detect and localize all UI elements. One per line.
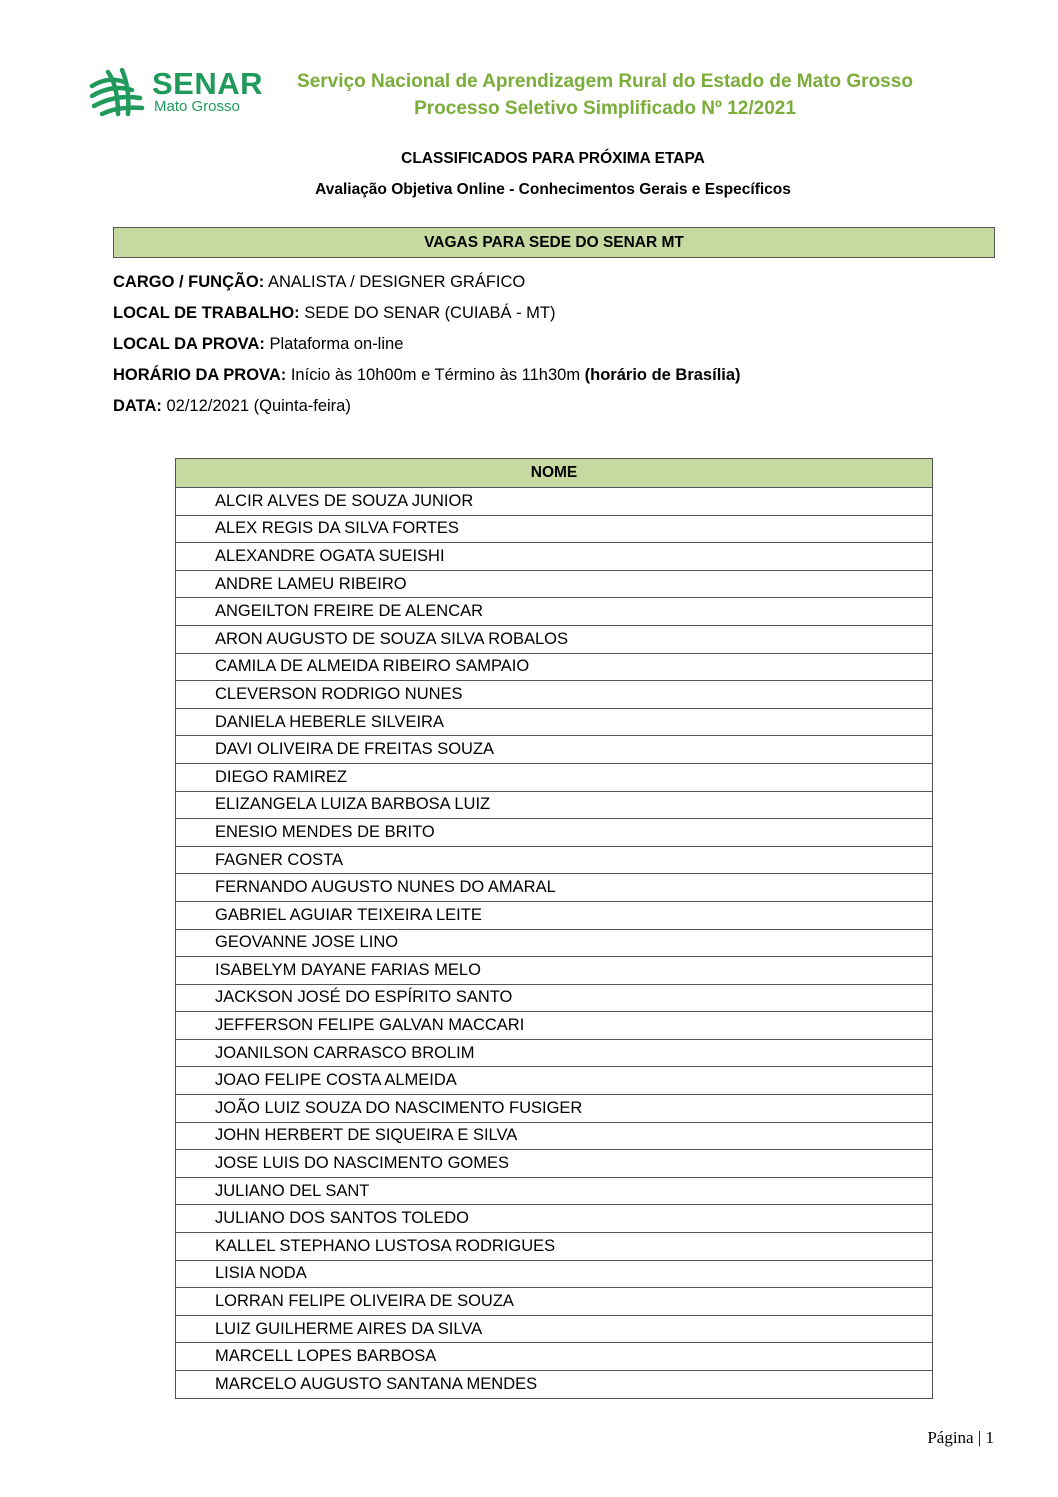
senar-logo [88, 62, 263, 122]
table-row [176, 957, 933, 985]
name-cell: ALEX REGIS DA SILVA FORTES [176, 515, 933, 543]
name-cell: ANDRE LAMEU RIBEIRO [176, 570, 933, 598]
table-row [176, 708, 933, 736]
section-subtitle: Avaliação Objetiva Online - Conhecimentos Gerais e Específicos [315, 181, 791, 198]
table-header-row [176, 459, 933, 488]
table-row [176, 1371, 933, 1399]
name-cell: MARCELO AUGUSTO SANTANA MENDES [176, 1371, 933, 1399]
table-row [176, 570, 933, 598]
name-cell: JULIANO DOS SANTOS TOLEDO [176, 1205, 933, 1233]
vagas-banner: VAGAS PARA SEDE DO SENAR MT [113, 227, 995, 258]
name-cell: KALLEL STEPHANO LUSTOSA RODRIGUES [176, 1233, 933, 1261]
info-local-trabalho-value: SEDE DO SENAR (CUIABÁ - MT) [304, 304, 556, 322]
info-horario-note: (horário de Brasília) [584, 366, 741, 384]
header-org-name: Serviço Nacional de Aprendizagem Rural do Estado de Mato Grosso [297, 71, 913, 92]
name-cell: JOHN HERBERT DE SIQUEIRA E SILVA [176, 1122, 933, 1150]
info-local-trabalho [113, 304, 555, 323]
table-row [176, 1067, 933, 1095]
info-data-label: DATA: [113, 397, 162, 415]
info-local-prova [113, 335, 403, 354]
section-title: CLASSIFICADOS PARA PRÓXIMA ETAPA [401, 150, 705, 167]
name-cell: JOÃO LUIZ SOUZA DO NASCIMENTO FUSIGER [176, 1095, 933, 1123]
table-row [176, 1260, 933, 1288]
table-row [176, 846, 933, 874]
senar-leaf-icon [88, 66, 146, 118]
logo-subtitle: Mato Grosso [154, 98, 240, 115]
table-row [176, 1177, 933, 1205]
table-row [176, 1122, 933, 1150]
table-row [176, 1039, 933, 1067]
table-row [176, 901, 933, 929]
table-row [176, 929, 933, 957]
classified-names-table [175, 458, 933, 1399]
table-row [176, 1288, 933, 1316]
name-cell: GABRIEL AGUIAR TEIXEIRA LEITE [176, 901, 933, 929]
info-horario-value: Início às 10h00m e Término às 11h30m [290, 366, 581, 384]
table-row [176, 625, 933, 653]
name-cell: LORRAN FELIPE OLIVEIRA DE SOUZA [176, 1288, 933, 1316]
table-row [176, 791, 933, 819]
info-local-trabalho-label: LOCAL DE TRABALHO: [113, 304, 300, 322]
name-cell: ARON AUGUSTO DE SOUZA SILVA ROBALOS [176, 625, 933, 653]
name-cell: ANGEILTON FREIRE DE ALENCAR [176, 598, 933, 626]
name-cell: DANIELA HEBERLE SILVEIRA [176, 708, 933, 736]
info-cargo [113, 273, 525, 292]
page-number: Página | 1 [927, 1428, 994, 1447]
table-row [176, 984, 933, 1012]
table-row [176, 1095, 933, 1123]
table-row [176, 543, 933, 571]
name-cell: FERNANDO AUGUSTO NUNES DO AMARAL [176, 874, 933, 902]
name-cell: FAGNER COSTA [176, 846, 933, 874]
info-horario [113, 366, 741, 385]
table-row [176, 1205, 933, 1233]
name-cell: CAMILA DE ALMEIDA RIBEIRO SAMPAIO [176, 653, 933, 681]
table-row [176, 653, 933, 681]
name-cell: CLEVERSON RODRIGO NUNES [176, 681, 933, 709]
name-cell: ENESIO MENDES DE BRITO [176, 819, 933, 847]
info-cargo-value: ANALISTA / DESIGNER GRÁFICO [267, 273, 526, 291]
info-data-value: 02/12/2021 (Quinta-feira) [166, 397, 351, 415]
name-cell: JULIANO DEL SANT [176, 1177, 933, 1205]
table-row [176, 681, 933, 709]
name-cell: JOANILSON CARRASCO BROLIM [176, 1039, 933, 1067]
name-cell: JACKSON JOSÉ DO ESPÍRITO SANTO [176, 984, 933, 1012]
name-cell: ALEXANDRE OGATA SUEISHI [176, 543, 933, 571]
name-cell: ELIZANGELA LUIZA BARBOSA LUIZ [176, 791, 933, 819]
table-row [176, 1150, 933, 1178]
name-cell: JOSE LUIS DO NASCIMENTO GOMES [176, 1150, 933, 1178]
name-cell: ALCIR ALVES DE SOUZA JUNIOR [176, 488, 933, 516]
name-cell: ISABELYM DAYANE FARIAS MELO [176, 957, 933, 985]
table-row [176, 1343, 933, 1371]
info-horario-label: HORÁRIO DA PROVA: [113, 366, 287, 384]
table-row [176, 1012, 933, 1040]
document-header [285, 68, 925, 122]
name-cell: JEFFERSON FELIPE GALVAN MACCARI [176, 1012, 933, 1040]
table-row [176, 1233, 933, 1261]
name-cell: JOAO FELIPE COSTA ALMEIDA [176, 1067, 933, 1095]
info-local-prova-value: Plataforma on-line [269, 335, 404, 353]
table-row [176, 598, 933, 626]
header-process: Processo Seletivo Simplificado Nº 12/2021 [414, 98, 796, 119]
table-body [176, 488, 933, 1399]
name-cell: LUIZ GUILHERME AIRES DA SILVA [176, 1315, 933, 1343]
table-row [176, 488, 933, 516]
table-row [176, 763, 933, 791]
name-cell: GEOVANNE JOSE LINO [176, 929, 933, 957]
info-data [113, 397, 351, 416]
table-row [176, 1315, 933, 1343]
name-cell: MARCELL LOPES BARBOSA [176, 1343, 933, 1371]
table-row [176, 515, 933, 543]
table-row [176, 819, 933, 847]
logo-name: SENAR [152, 66, 264, 101]
column-header-nome: NOME [176, 459, 933, 488]
name-cell: DIEGO RAMIREZ [176, 763, 933, 791]
table-row [176, 874, 933, 902]
name-cell: DAVI OLIVEIRA DE FREITAS SOUZA [176, 736, 933, 764]
info-cargo-label: CARGO / FUNÇÃO: [113, 273, 265, 291]
info-local-prova-label: LOCAL DA PROVA: [113, 335, 265, 353]
table-row [176, 736, 933, 764]
name-cell: LISIA NODA [176, 1260, 933, 1288]
